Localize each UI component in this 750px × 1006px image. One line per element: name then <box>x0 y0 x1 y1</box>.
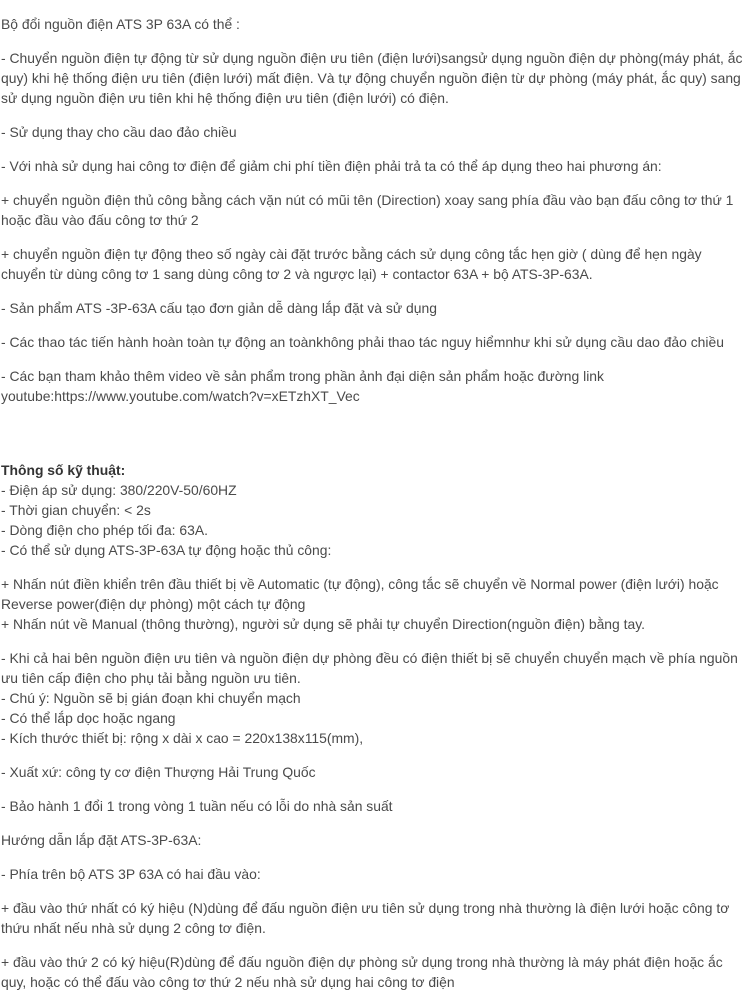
spec-voltage: - Điện áp sử dụng: 380/220V-50/60HZ <box>1 482 237 498</box>
intro-paragraph-timer-option: + chuyển nguồn điện tự động theo số ngày cài đặt trước bằng cách sử dụng công tắc hẹn giờ ( dùng để hẹn ngày chuyển từ dùng công tơ 1 sang dùng công tơ 2 và ngược lại) + contactor 63A + bộ ATS-3P-63A. <box>1 246 702 282</box>
video-link: youtube:https://www.youtube.com/watch?v=xETzhXT_Vec <box>1 388 360 404</box>
intro-paragraph-simple-design: - Sản phẩm ATS -3P-63A cấu tạo đơn giản dễ dàng lắp đặt và sử dụng <box>1 300 437 316</box>
note-priority: - Khi cả hai bên nguồn điện ưu tiên và nguồn điện dự phòng đều có điện thiết bị sẽ chuyển chuyển mạch về phía nguồn ưu tiên cấp điện cho phụ tải bằng nguồn ưu tiên. <box>1 650 738 686</box>
notes-section <box>1 648 749 748</box>
mode-manual: + Nhấn nút về Manual (thông thường), người sử dụng sẽ phải tự chuyển Direction(nguồn điện) bằng tay. <box>1 616 645 632</box>
intro-paragraph-auto-switch: - Chuyển nguồn điện tự động từ sử dụng nguồn điện ưu tiên (điện lưới)sangsử dụng nguồn điện dự phòng(máy phát, ắc quy) khi hệ thống điện ưu tiên (điện lưới) mất điện. Và tự động chuyển nguồn điện từ dự phòng (máy phát, ắc quy) sang sử dụng nguồn điện ưu tiên khi hệ thống điện ưu tiên (điện lưới) có điện. <box>1 50 743 106</box>
note-dimensions: - Kích thước thiết bị: rộng x dài x cao = 220x138x115(mm), <box>1 730 364 746</box>
modes-section <box>1 574 749 634</box>
video-reference <box>1 366 749 406</box>
intro-title: Bộ đổi nguồn điện ATS 3P 63A có thể : <box>1 16 240 32</box>
specs-heading: Thông số kỹ thuật: <box>1 462 126 478</box>
intro-paragraph-two-meters: - Với nhà sử dụng hai công tơ điện để giảm chi phí tiền điện phải trả ta có thể áp dụng theo hai phương án: <box>1 158 662 174</box>
intro-paragraph-safety: - Các thao tác tiến hành hoàn toàn tự động an toànkhông phải thao tác nguy hiểmnhư khi sử dụng cầu dao đảo chiều <box>1 334 724 350</box>
spec-usage-mode: - Có thể sử dụng ATS-3P-63A tự động hoặc thủ công: <box>1 542 332 558</box>
install-heading: Hướng dẫn lắp đặt ATS-3P-63A: <box>1 832 202 848</box>
install-input-n: + đầu vào thứ nhất có ký hiệu (N)dùng để đấu nguồn điện ưu tiên sử dụng trong nhà thường là điện lưới hoặc công tơ thứu nhất nếu nhà sử dụng 2 công tơ điện. <box>1 900 730 936</box>
spec-switch-time: - Thời gian chuyển: < 2s <box>1 502 151 518</box>
product-description <box>1 14 749 1006</box>
note-mounting: - Có thể lắp dọc hoặc ngang <box>1 710 176 726</box>
install-input-r: + đầu vào thứ 2 có ký hiệu(R)dùng để đấu nguồn điện dự phòng sử dụng trong nhà thường là máy phát điện hoặc ắc quy, hoặc có thể đấu vào công tơ thứ 2 nếu nhà sử dụng hai công tơ điện <box>1 954 723 990</box>
section-spacer <box>1 420 749 460</box>
install-inputs: - Phía trên bộ ATS 3P 63A có hai đầu vào: <box>1 866 261 882</box>
origin-line: - Xuất xứ: công ty cơ điện Thượng Hải Trung Quốc <box>1 764 316 780</box>
intro-paragraph-manual-option: + chuyển nguồn điện thủ công bằng cách vặn nút có mũi tên (Direction) xoay sang phía đầu vào bạn đấu công tơ thứ 1 hoặc đầu vào đấu công tơ thứ 2 <box>1 192 734 228</box>
mode-automatic: + Nhấn nút điền khiển trên đầu thiết bị về Automatic (tự động), công tắc sẽ chuyển về Normal power (điện lưới) hoặc Reverse power(điện dự phòng) một cách tự động <box>1 576 719 612</box>
video-reference-text: - Các bạn tham khảo thêm video về sản phẩm trong phần ảnh đại diện sản phẩm hoặc đường link <box>1 368 604 384</box>
specs-section <box>1 460 749 560</box>
note-interruption: - Chú ý: Nguồn sẽ bị gián đoạn khi chuyển mạch <box>1 690 301 706</box>
warranty-line: - Bảo hành 1 đổi 1 trong vòng 1 tuần nếu có lỗi do nhà sản suất <box>1 798 393 814</box>
spec-max-current: - Dòng điện cho phép tối đa: 63A. <box>1 522 208 538</box>
intro-paragraph-replace-switch: - Sử dụng thay cho cầu dao đảo chiều <box>1 124 237 140</box>
